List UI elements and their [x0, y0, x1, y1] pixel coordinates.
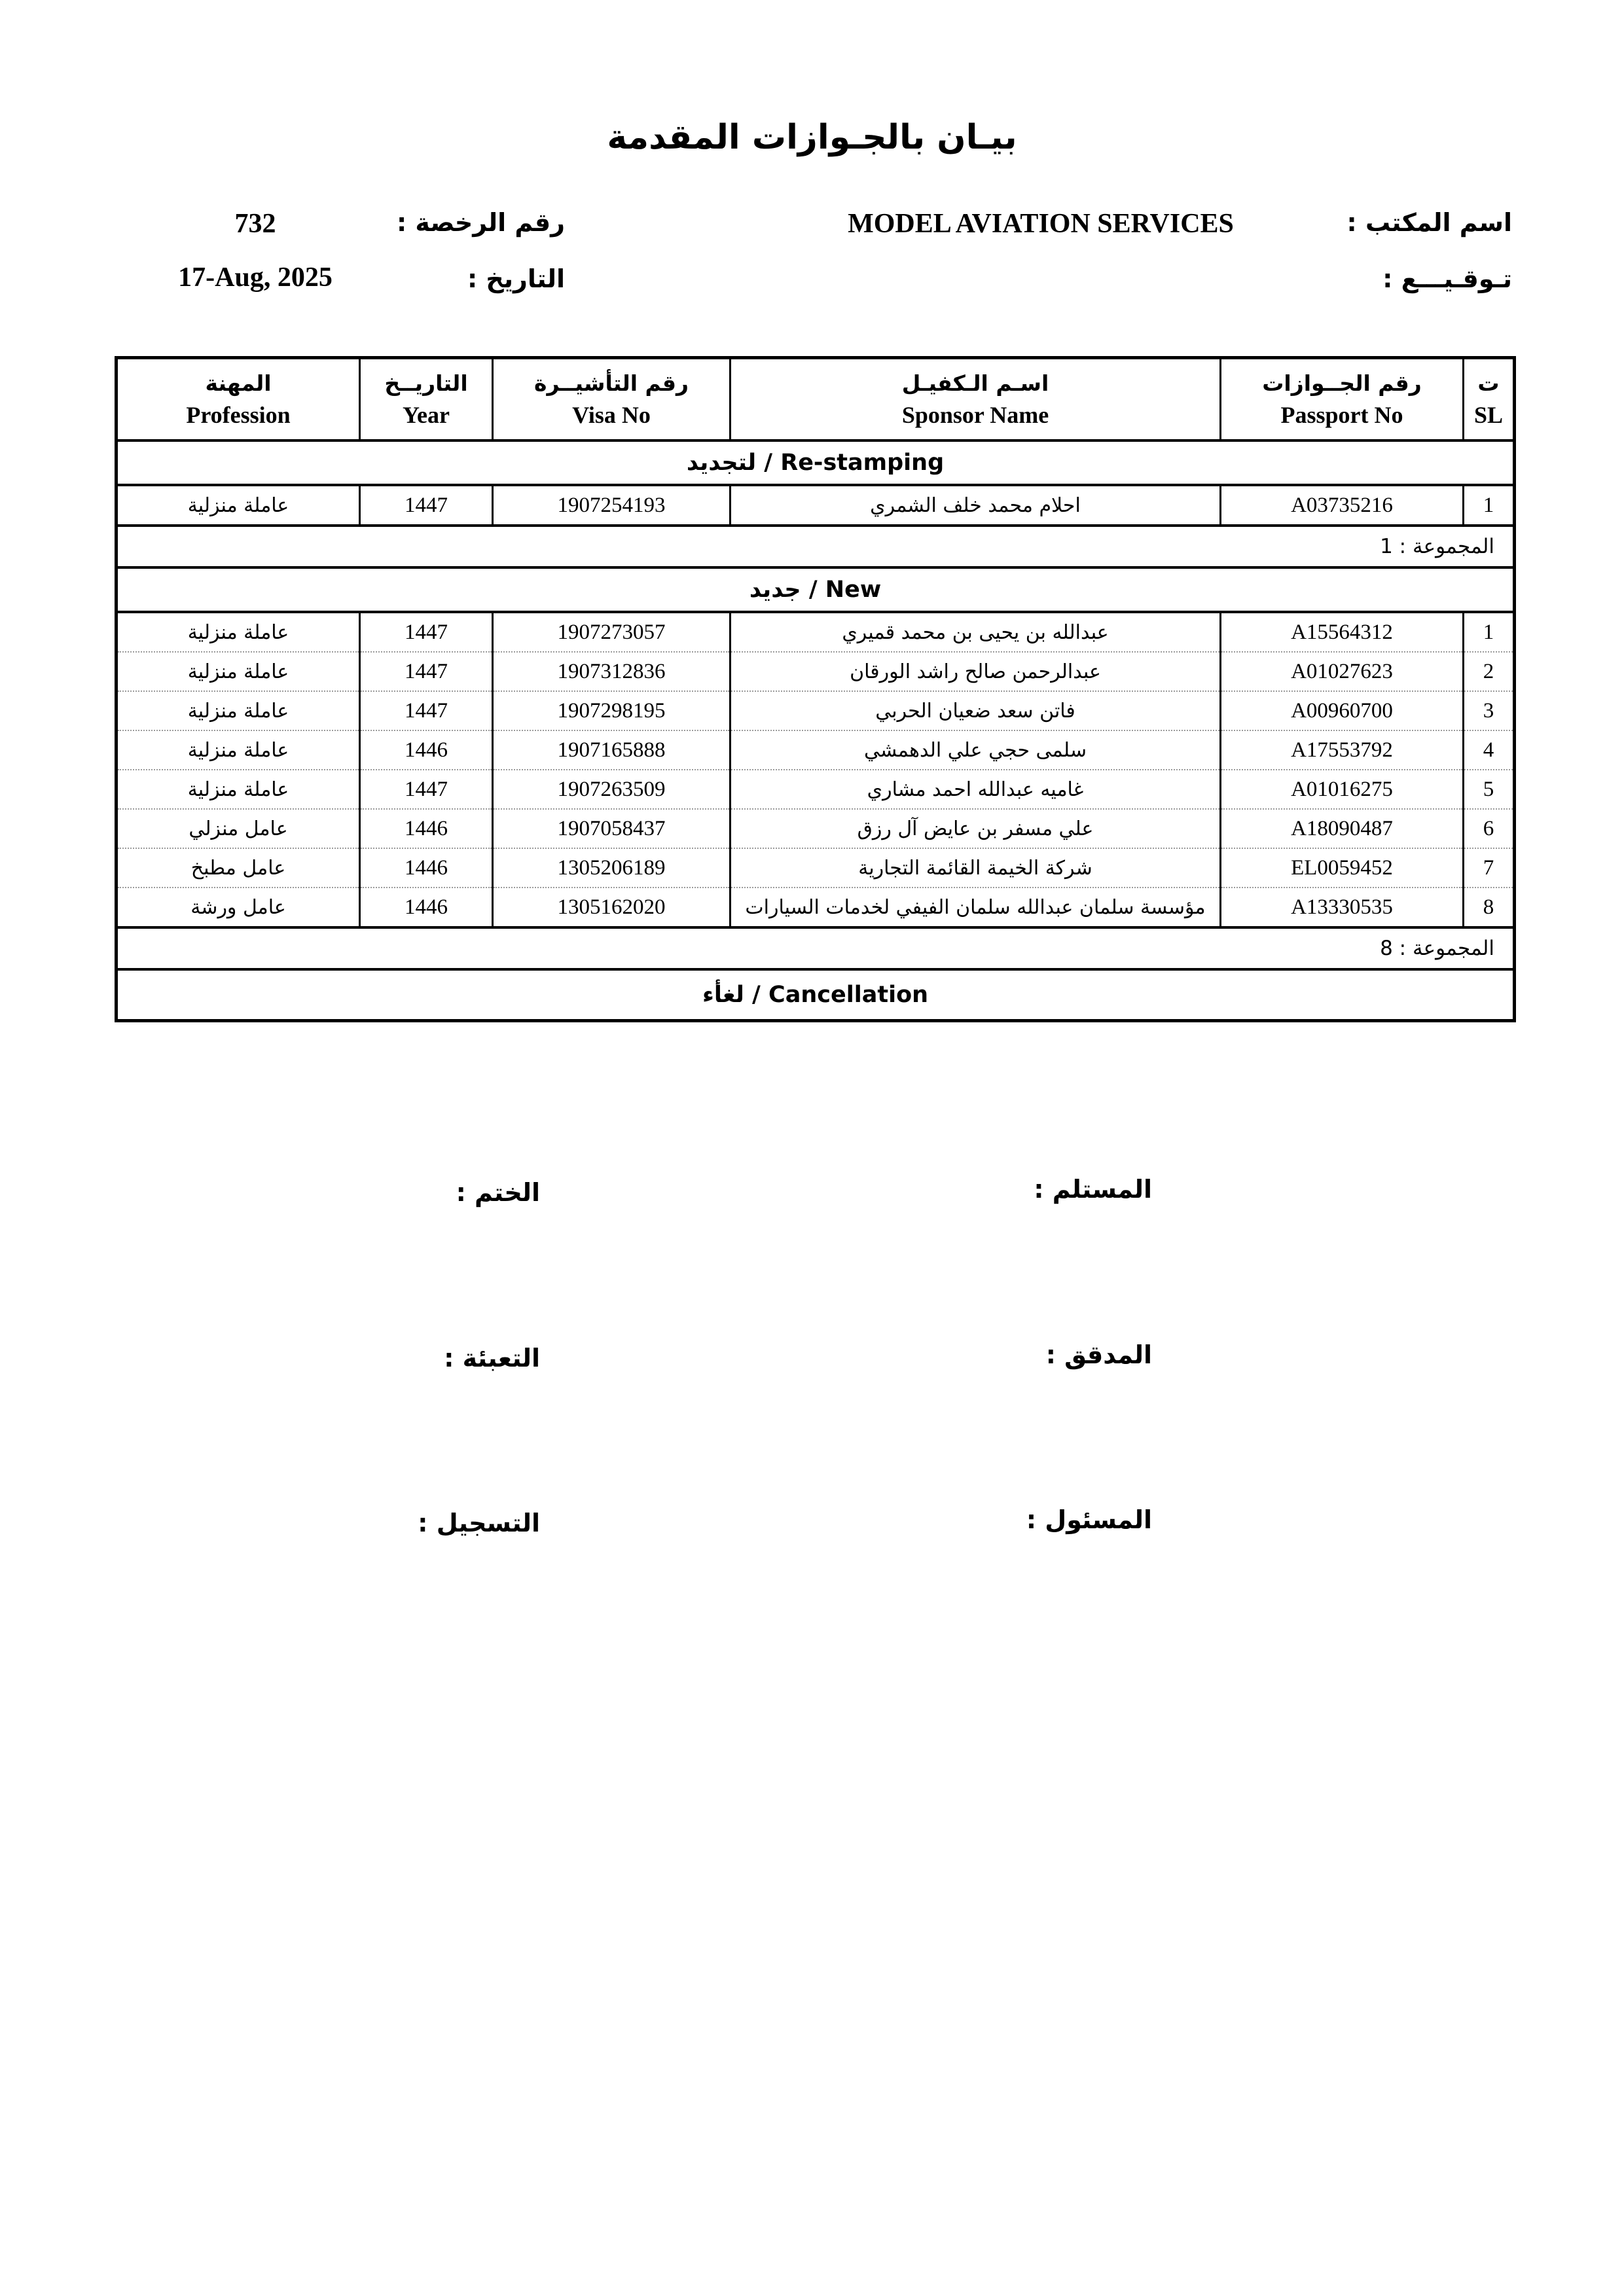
cell-profession: عامل مطبخ — [117, 848, 360, 888]
col-header-passport-ar: رقم الجــوازات — [1262, 370, 1422, 396]
cell-sl: 1 — [1464, 485, 1515, 526]
cell-passport-no: A13330535 — [1221, 888, 1464, 927]
cell-visa-no: 1907273057 — [493, 612, 731, 652]
cell-year: 1446 — [360, 730, 493, 770]
license-number-label: رقم الرخصة : — [396, 208, 565, 237]
filling-label: التعبئة : — [444, 1344, 540, 1372]
cell-sponsor-name: عبدالله بن يحيى بن محمد قميري — [731, 612, 1221, 652]
section-heading-restamping-text: لتجديد / Re-stamping — [117, 440, 1515, 485]
cell-passport-no: A00960700 — [1221, 691, 1464, 730]
stamp-label: الختم : — [456, 1178, 540, 1207]
cell-sponsor-name: مؤسسة سلمان عبدالله سلمان الفيفي لخدمات السيارات — [731, 888, 1221, 927]
table-header-row — [117, 358, 1515, 441]
col-header-visa-en: Visa No — [572, 401, 651, 428]
responsible-label: المسئول : — [1026, 1505, 1152, 1534]
cell-sponsor-name: احلام محمد خلف الشمري — [731, 485, 1221, 526]
group-total-restamping-text: المجموعة : 1 — [117, 526, 1515, 567]
cell-year: 1447 — [360, 652, 493, 691]
cell-year: 1446 — [360, 848, 493, 888]
cell-profession: عاملة منزلية — [117, 770, 360, 809]
section-heading-new — [117, 567, 1515, 612]
cell-visa-no: 1907058437 — [493, 809, 731, 848]
cell-passport-no: A01027623 — [1221, 652, 1464, 691]
cell-sponsor-name: عبدالرحمن صالح راشد الورقان — [731, 652, 1221, 691]
col-header-sponsor-en: Sponsor Name — [901, 401, 1049, 428]
office-name-value: MODEL AVIATION SERVICES — [848, 209, 1234, 239]
table-row — [117, 691, 1515, 730]
cell-visa-no: 1305162020 — [493, 888, 731, 927]
cell-sl: 1 — [1464, 612, 1515, 652]
cell-sl: 6 — [1464, 809, 1515, 848]
signature-label: تـوقـيـــع : — [1382, 264, 1512, 293]
auditor-label: المدقق : — [1045, 1340, 1152, 1369]
cell-visa-no: 1907254193 — [493, 485, 731, 526]
license-number-value: 732 — [234, 209, 276, 239]
page-title: بيـان بالجـوازات المقدمة — [607, 118, 1017, 157]
cell-sponsor-name: غاميه عبدالله احمد مشاري — [731, 770, 1221, 809]
cell-sponsor-name: شركة الخيمة القائمة التجارية — [731, 848, 1221, 888]
cell-visa-no: 1907263509 — [493, 770, 731, 809]
col-header-profession — [117, 358, 360, 441]
cell-profession: عامل ورشة — [117, 888, 360, 927]
col-header-profession-ar: المهنة — [205, 370, 272, 396]
cell-passport-no: A15564312 — [1221, 612, 1464, 652]
registration-label: التسجيل : — [418, 1509, 540, 1537]
col-header-profession-en: Profession — [186, 401, 291, 428]
group-total-new-text: المجموعة : 8 — [117, 927, 1515, 969]
cell-profession: عاملة منزلية — [117, 485, 360, 526]
col-header-year-en: Year — [403, 401, 450, 428]
table-row — [117, 888, 1515, 927]
cell-passport-no: A17553792 — [1221, 730, 1464, 770]
cell-sl: 5 — [1464, 770, 1515, 809]
cell-sl: 7 — [1464, 848, 1515, 888]
passports-table — [115, 356, 1516, 1022]
cell-passport-no: A03735216 — [1221, 485, 1464, 526]
group-total-new — [117, 927, 1515, 969]
cell-profession: عاملة منزلية — [117, 612, 360, 652]
cell-profession: عاملة منزلية — [117, 730, 360, 770]
cell-profession: عاملة منزلية — [117, 652, 360, 691]
table-row — [117, 730, 1515, 770]
cell-visa-no: 1907165888 — [493, 730, 731, 770]
table-row — [117, 612, 1515, 652]
cell-profession: عاملة منزلية — [117, 691, 360, 730]
cell-sponsor-name: سلمى حجي علي الدهمشي — [731, 730, 1221, 770]
group-total-restamping — [117, 526, 1515, 567]
section-heading-cancellation — [117, 969, 1515, 1021]
cell-year: 1447 — [360, 770, 493, 809]
cell-visa-no: 1305206189 — [493, 848, 731, 888]
cell-year: 1447 — [360, 612, 493, 652]
section-heading-restamping — [117, 440, 1515, 485]
col-header-sl — [1464, 358, 1515, 441]
col-header-sponsor — [731, 358, 1221, 441]
cell-sl: 4 — [1464, 730, 1515, 770]
cell-year: 1447 — [360, 691, 493, 730]
cell-sl: 8 — [1464, 888, 1515, 927]
table-row — [117, 848, 1515, 888]
cell-year: 1447 — [360, 485, 493, 526]
cell-year: 1446 — [360, 809, 493, 848]
col-header-year — [360, 358, 493, 441]
receiver-label: المستلم : — [1034, 1175, 1152, 1204]
col-header-sponsor-ar: اسـم الـكفيـل — [901, 370, 1049, 396]
cell-passport-no: A01016275 — [1221, 770, 1464, 809]
col-header-passport-en: Passport No — [1280, 401, 1403, 428]
cell-sl: 2 — [1464, 652, 1515, 691]
section-heading-new-text: جديد / New — [117, 567, 1515, 612]
section-heading-cancellation-text: لغأء / Cancellation — [117, 969, 1515, 1021]
cell-year: 1446 — [360, 888, 493, 927]
cell-passport-no: EL0059452 — [1221, 848, 1464, 888]
table-row — [117, 809, 1515, 848]
cell-sl: 3 — [1464, 691, 1515, 730]
col-header-sl-en: SL — [1473, 401, 1504, 428]
col-header-visa-ar: رقم التأشيــرة — [533, 370, 689, 396]
table-row — [117, 485, 1515, 526]
col-header-passport — [1221, 358, 1464, 441]
date-label: التاريخ : — [467, 264, 565, 293]
cell-sponsor-name: علي مسفر بن عايض آل رزق — [731, 809, 1221, 848]
date-value: 17-Aug, 2025 — [178, 262, 333, 293]
col-header-sl-ar: ت — [1477, 370, 1500, 396]
cell-visa-no: 1907298195 — [493, 691, 731, 730]
cell-profession: عامل منزلي — [117, 809, 360, 848]
table-row — [117, 652, 1515, 691]
cell-visa-no: 1907312836 — [493, 652, 731, 691]
col-header-visa — [493, 358, 731, 441]
col-header-year-ar: التاريــخ — [384, 370, 468, 396]
cell-passport-no: A18090487 — [1221, 809, 1464, 848]
table-row — [117, 770, 1515, 809]
cell-sponsor-name: فاتن سعد ضعيان الحربي — [731, 691, 1221, 730]
office-name-label: اسم المكتب : — [1346, 208, 1512, 237]
